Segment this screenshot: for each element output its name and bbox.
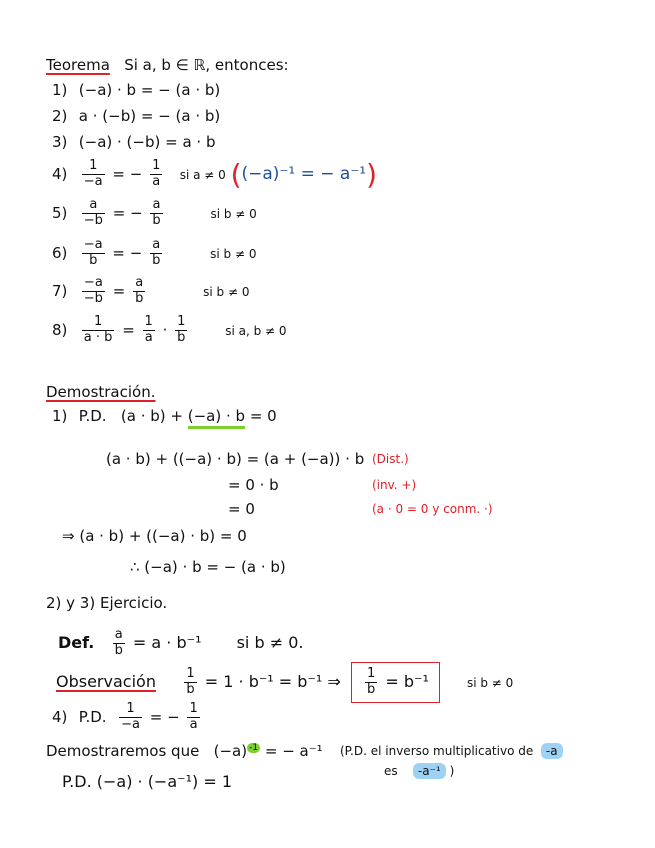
definition: Def. $\frac{a}{b}$ = a · b⁻¹ si b ≠ 0.: [58, 627, 304, 658]
highlight-neg-a: -a: [541, 743, 563, 759]
fraction: $\frac{1}{a}$: [152, 158, 161, 189]
fraction: $\frac{-a}{-b}$: [83, 275, 103, 306]
highlighted-term: (−a) · b: [188, 407, 245, 429]
fraction: $\frac{1}{-a}$: [121, 701, 140, 732]
proof-step-1: (a · b) + ((−a) · b) = (a + (−a)) · b: [106, 450, 365, 468]
fraction: $\frac{1}{a \cdot b}$: [83, 314, 113, 345]
fraction: $\frac{1}{a}$: [144, 314, 153, 345]
proof-step-1-note: (Dist.): [372, 452, 409, 466]
highlight-neg-a-inverse: -a⁻¹: [413, 763, 446, 779]
proof-exercise: 2) y 3) Ejercicio.: [46, 594, 168, 612]
fraction: $\frac{a}{b}$: [114, 627, 123, 658]
close-paren: ): [366, 158, 378, 191]
theorem-item-5: 5) $\frac{a}{-b}$ = − $\frac{a}{b}$ si b ≠ 0: [52, 197, 257, 228]
demo-note-line-1: (P.D. el inverso multiplicativo de -a: [340, 744, 563, 758]
inverse-note: (−a)⁻¹ = − a⁻¹: [241, 164, 367, 184]
proof-4-goal: 4) P.D. $\frac{1}{-a}$ = − $\frac{1}{a}$: [52, 701, 198, 732]
fraction: $\frac{a}{b}$: [135, 275, 144, 306]
boxed-result: $\frac{1}{b}$ = b⁻¹: [351, 662, 440, 703]
theorem-item-7: 7) $\frac{-a}{-b}$ = $\frac{a}{b}$ si b ≠ 0: [52, 275, 250, 306]
theorem-item-8: 8) $\frac{1}{a \cdot b}$ = $\frac{1}{a}$ · $\frac{1}{b}$ si a, b ≠ 0: [52, 314, 287, 345]
proof-step-3: = 0: [228, 500, 255, 518]
theorem-item-3: 3) (−a) · (−b) = a · b: [52, 133, 216, 151]
exponent-highlight: -1: [249, 743, 259, 753]
proof-step-2-note: (inv. +): [372, 478, 417, 492]
proof-therefore: ∴ (−a) · b = − (a · b): [130, 558, 286, 576]
theorem-item-1: 1) (−a) · b = − (a · b): [52, 81, 221, 99]
proof-implies: ⇒ (a · b) + ((−a) · b) = 0: [62, 527, 247, 545]
proof-step-2: = 0 · b: [228, 476, 279, 494]
fraction: $\frac{1}{b}$: [177, 314, 186, 345]
demo-statement: Demostraremos que (−a) $^{-1}$ = − a⁻¹: [46, 742, 323, 760]
fraction: $\frac{-a}{b}$: [83, 237, 103, 268]
proof-step-3-note: (a · 0 = 0 y conm. ·): [372, 502, 493, 516]
demo-note-line-2: es -a⁻¹ ): [384, 764, 455, 778]
fraction: $\frac{1}{b}$: [186, 666, 195, 697]
theorem-item-6: 6) $\frac{-a}{b}$ = − $\frac{a}{b}$ si b ≠ 0: [52, 237, 257, 268]
theorem-item-4: 4) $\frac{1}{-a}$ = − $\frac{1}{a}$ si a ≠ 0 ((−a)⁻¹ = − a⁻¹): [52, 158, 378, 191]
theorem-item-2: 2) a · (−b) = − (a · b): [52, 107, 221, 125]
observation: Observación $\frac{1}{b}$ = 1 · b⁻¹ = b⁻¹ ⇒ $\frac{1}{b}$ = b⁻¹ si b ≠ 0: [56, 662, 513, 703]
fraction: $\frac{a}{b}$: [152, 237, 161, 268]
proof-1-goal: 1) P.D. (a · b) + (−a) · b = 0: [52, 407, 277, 425]
fraction: $\frac{a}{-b}$: [83, 197, 103, 228]
theorem-heading: [46, 56, 289, 74]
final-goal: P.D. (−a) · (−a⁻¹) = 1: [62, 772, 232, 791]
fraction: $\frac{a}{b}$: [152, 197, 161, 228]
fraction: $\frac{1}{a}$: [189, 701, 198, 732]
fraction: $\frac{1}{-a}$: [83, 158, 103, 189]
theorem-statement: Si a, b ∈ ℝ, entonces:: [124, 56, 289, 74]
open-paren: (: [230, 158, 242, 191]
theorem-label: Teorema: [46, 56, 110, 74]
proof-heading: Demostración.: [46, 383, 156, 401]
fraction: $\frac{1}{b}$: [366, 666, 376, 697]
